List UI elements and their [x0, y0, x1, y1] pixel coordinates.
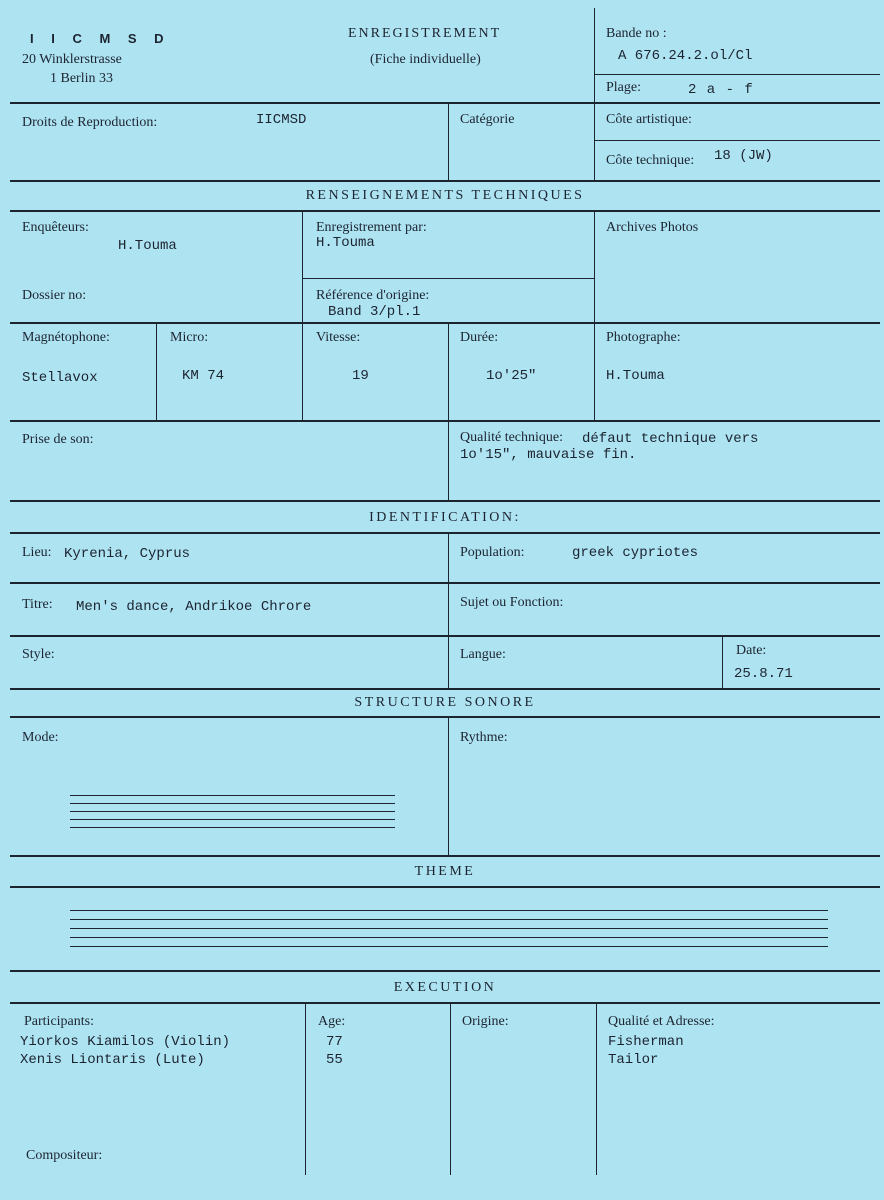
section-title-structure: STRUCTURE SONORE: [354, 695, 536, 710]
langue-label: Langue:: [460, 647, 506, 662]
rule: [10, 532, 880, 534]
vitesse-label: Vitesse:: [316, 330, 361, 345]
org-name: I I C M S D: [30, 31, 171, 46]
enqueteurs-label: Enquêteurs:: [22, 220, 89, 235]
vitesse-value: 19: [352, 368, 369, 384]
participant-qualite: Fisherman: [608, 1034, 684, 1050]
duree-label: Durée:: [460, 330, 499, 345]
enqueteurs-value: H.Touma: [118, 238, 177, 254]
participant-qualite: Tailor: [608, 1052, 659, 1068]
population-label: Population:: [460, 545, 525, 560]
rule: [10, 210, 880, 212]
rule: [10, 500, 880, 502]
archives-photos-label: Archives Photos: [606, 220, 699, 235]
rule: [448, 102, 449, 180]
section-title-theme: THEME: [414, 864, 476, 879]
address-line-1: 20 Winklerstrasse: [22, 52, 122, 67]
rule: [450, 1002, 451, 1175]
rule: [596, 1002, 597, 1175]
rule: [448, 716, 449, 855]
style-label: Style:: [22, 647, 55, 662]
rule: [302, 278, 594, 279]
rule: [10, 420, 880, 422]
enregistrement-par-label: Enregistrement par:: [316, 220, 427, 235]
rule: [10, 635, 880, 637]
rule: [10, 582, 880, 584]
rule: [10, 688, 880, 690]
droits-label: Droits de Reproduction:: [22, 115, 158, 130]
date-value: 25.8.71: [734, 666, 793, 682]
rule: [302, 210, 303, 420]
participant-name: Xenis Liontaris (Lute): [20, 1052, 205, 1068]
rule: [722, 635, 723, 688]
bande-value: A 676.24.2.ol/Cl: [618, 48, 753, 64]
titre-label: Titre:: [22, 597, 53, 612]
rule: [594, 210, 595, 420]
rule: [448, 532, 449, 688]
prise-de-son-label: Prise de son:: [22, 432, 94, 447]
enregistrement-par-value: H.Touma: [316, 235, 375, 251]
magnetophone-label: Magnétophone:: [22, 330, 110, 345]
rule: [448, 322, 449, 500]
qualite-technique-label: Qualité technique:: [460, 430, 564, 445]
cote-technique-label: Côte technique:: [606, 153, 695, 168]
rule: [594, 74, 880, 75]
form-subtitle: (Fiche individuelle): [370, 52, 481, 67]
droits-value: IICMSD: [256, 112, 307, 128]
participants-label: Participants:: [24, 1014, 94, 1029]
age-label: Age:: [318, 1014, 346, 1029]
qualite-technique-value-2: 1o'15", mauvaise fin.: [460, 447, 637, 463]
origine-label: Origine:: [462, 1014, 509, 1029]
photographe-label: Photographe:: [606, 330, 681, 345]
plage-value: 2 a - f: [688, 82, 754, 98]
rule: [10, 1002, 880, 1004]
rule: [10, 886, 880, 888]
qualite-technique-value-1: défaut technique vers: [582, 431, 759, 447]
titre-value: Men's dance, Andrikoe Chrore: [76, 599, 312, 615]
compositeur-label: Compositeur:: [26, 1148, 103, 1163]
rule: [594, 102, 595, 180]
categorie-label: Catégorie: [460, 112, 515, 127]
rule: [594, 8, 595, 102]
rule: [10, 102, 880, 104]
participant-age: 55: [326, 1052, 343, 1068]
population-value: greek cypriotes: [572, 545, 699, 561]
sujet-label: Sujet ou Fonction:: [460, 595, 564, 610]
rule: [594, 140, 880, 141]
section-title-identification: IDENTIFICATION:: [369, 510, 521, 525]
duree-value: 1o'25": [486, 368, 537, 384]
cote-technique-value: 18 (JW): [714, 148, 773, 164]
reference-value: Band 3/pl.1: [328, 304, 421, 320]
lieu-value: Kyrenia, Cyprus: [64, 546, 191, 562]
rule: [156, 322, 157, 420]
rule: [10, 855, 880, 857]
section-title-execution: EXECUTION: [393, 980, 497, 995]
section-title-technical: RENSEIGNEMENTS TECHNIQUES: [305, 188, 585, 203]
micro-label: Micro:: [170, 330, 209, 345]
reference-label: Référence d'origine:: [316, 288, 430, 303]
cote-artistique-label: Côte artistique:: [606, 112, 692, 127]
photographe-value: H.Touma: [606, 368, 665, 384]
magnetophone-value: Stellavox: [22, 370, 98, 386]
qualite-adresse-label: Qualité et Adresse:: [608, 1014, 715, 1029]
rule: [10, 716, 880, 718]
mode-label: Mode:: [22, 730, 59, 745]
plage-label: Plage:: [606, 80, 641, 95]
participant-age: 77: [326, 1034, 343, 1050]
rule: [305, 1002, 306, 1175]
lieu-label: Lieu:: [22, 545, 52, 560]
date-label: Date:: [736, 643, 767, 658]
rule: [10, 322, 880, 324]
bande-label: Bande no :: [606, 26, 667, 41]
rule: [10, 180, 880, 182]
address-line-2: 1 Berlin 33: [50, 71, 113, 86]
form-title: ENREGISTREMENT: [348, 26, 502, 41]
rythme-label: Rythme:: [460, 730, 508, 745]
rule: [10, 970, 880, 972]
micro-value: KM 74: [182, 368, 225, 384]
dossier-label: Dossier no:: [22, 288, 87, 303]
participant-name: Yiorkos Kiamilos (Violin): [20, 1034, 231, 1050]
